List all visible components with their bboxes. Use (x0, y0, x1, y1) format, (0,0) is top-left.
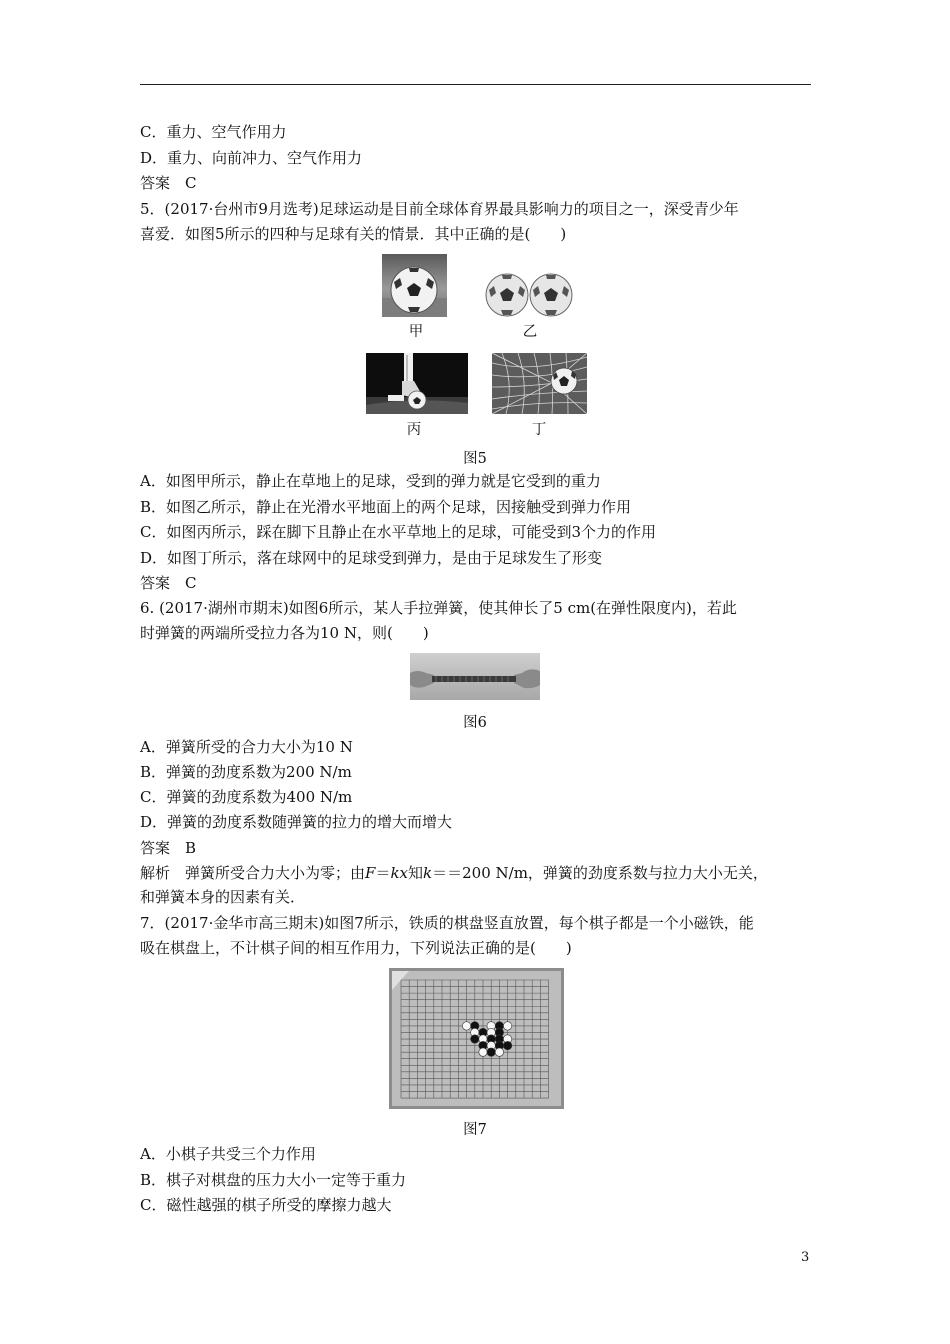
q4-option-d: D．重力、向前冲力、空气作用力 (140, 149, 363, 167)
q6-var-f: F (365, 864, 376, 882)
q6-answer: 答案 B (140, 839, 197, 857)
q6-var-k: k (423, 864, 433, 882)
figure5-label-bing: 丙 (406, 422, 422, 438)
figure5-photo-ding (492, 353, 587, 414)
figure5-label-jia: 甲 (408, 324, 424, 340)
black-stone (471, 1035, 479, 1043)
figure5-label-ding: 丁 (531, 422, 547, 438)
q4-answer: 答案 C (140, 174, 197, 192)
figure6-caption: 图6 (463, 715, 487, 731)
q5-option-d: D．如图丁所示，落在球网中的足球受到弹力，是由于足球发生了形变 (140, 549, 603, 567)
q6-stem-line1: 6. (2017·湖州市期末)如图6所示，某人手拉弹簧，使其伸长了5 cm(在弹性限度内)，若此 (140, 599, 737, 617)
q5-option-a: A．如图甲所示，静止在草地上的足球，受到的弹力就是它受到的重力 (140, 472, 601, 490)
q6-option-c: C．弹簧的劲度系数为400 N/m (140, 788, 353, 806)
q6-analysis-know: 知 (408, 864, 424, 882)
black-stone (503, 1041, 511, 1049)
q6-analysis-rest: ＝＝200 N/m，弹簧的劲度系数与拉力大小无关， (432, 864, 768, 882)
q6-analysis-eq: ＝ (375, 864, 391, 882)
white-stone (479, 1048, 487, 1056)
q4-option-c: C．重力、空气作用力 (140, 123, 287, 141)
q7-stem-line1: 7．(2017·金华市高三期末)如图7所示，铁质的棋盘竖直放置，每个棋子都是一个小磁铁，能 (140, 914, 754, 932)
white-stone (503, 1022, 511, 1030)
figure5-photo-bing (366, 353, 468, 414)
q7-stem-line2: 吸在棋盘上，不计棋子间的相互作用力，下列说法正确的是( ) (140, 939, 572, 957)
q5-stem-line2: 喜爱．如图5所示的四种与足球有关的情景．其中正确的是( ) (140, 225, 567, 243)
figure7-caption: 图7 (463, 1122, 487, 1138)
q5-option-b: B．如图乙所示，静止在光滑水平地面上的两个足球，因接触受到弹力作用 (140, 498, 632, 516)
q5-answer: 答案 C (140, 574, 197, 592)
q5-option-c: C．如图丙所示，踩在脚下且静止在水平草地上的足球，可能受到3个力的作用 (140, 523, 657, 541)
white-stone (495, 1048, 503, 1056)
page-number: 3 (801, 1250, 810, 1265)
q6-option-b: B．弹簧的劲度系数为200 N/m (140, 763, 352, 781)
q7-option-a: A．小棋子共受三个力作用 (140, 1145, 316, 1163)
q6-stem-line2: 时弹簧的两端所受拉力各为10 N，则( ) (140, 624, 429, 642)
black-stone (487, 1048, 495, 1056)
figure5-photo-yi (484, 270, 575, 318)
figure5-caption: 图5 (463, 451, 487, 467)
q6-analysis-line1 (140, 862, 768, 884)
q6-option-a: A．弹簧所受的合力大小为10 N (140, 738, 353, 756)
figure7-photo-chessboard (389, 968, 564, 1109)
figure5-photo-jia (382, 254, 447, 317)
q6-var-kx: kx (390, 864, 409, 882)
q7-option-b: B．棋子对棋盘的压力大小一定等于重力 (140, 1171, 407, 1189)
q6-analysis-line2: 和弹簧本身的因素有关． (140, 888, 306, 906)
q7-option-c: C．磁性越强的棋子所受的摩擦力越大 (140, 1196, 392, 1214)
q6-option-d: D．弹簧的劲度系数随弹簧的拉力的增大而增大 (140, 813, 453, 831)
q5-stem-line1: 5．(2017·台州市9月选考)足球运动是目前全球体育界最具影响力的项目之一，深受青少年 (140, 200, 739, 218)
q6-analysis-prefix: 解析 弹簧所受合力大小为零；由 (140, 864, 366, 882)
header-rule (140, 84, 811, 85)
white-stone (462, 1022, 470, 1030)
figure6-photo-spring (410, 653, 540, 700)
figure5-label-yi: 乙 (522, 324, 538, 340)
